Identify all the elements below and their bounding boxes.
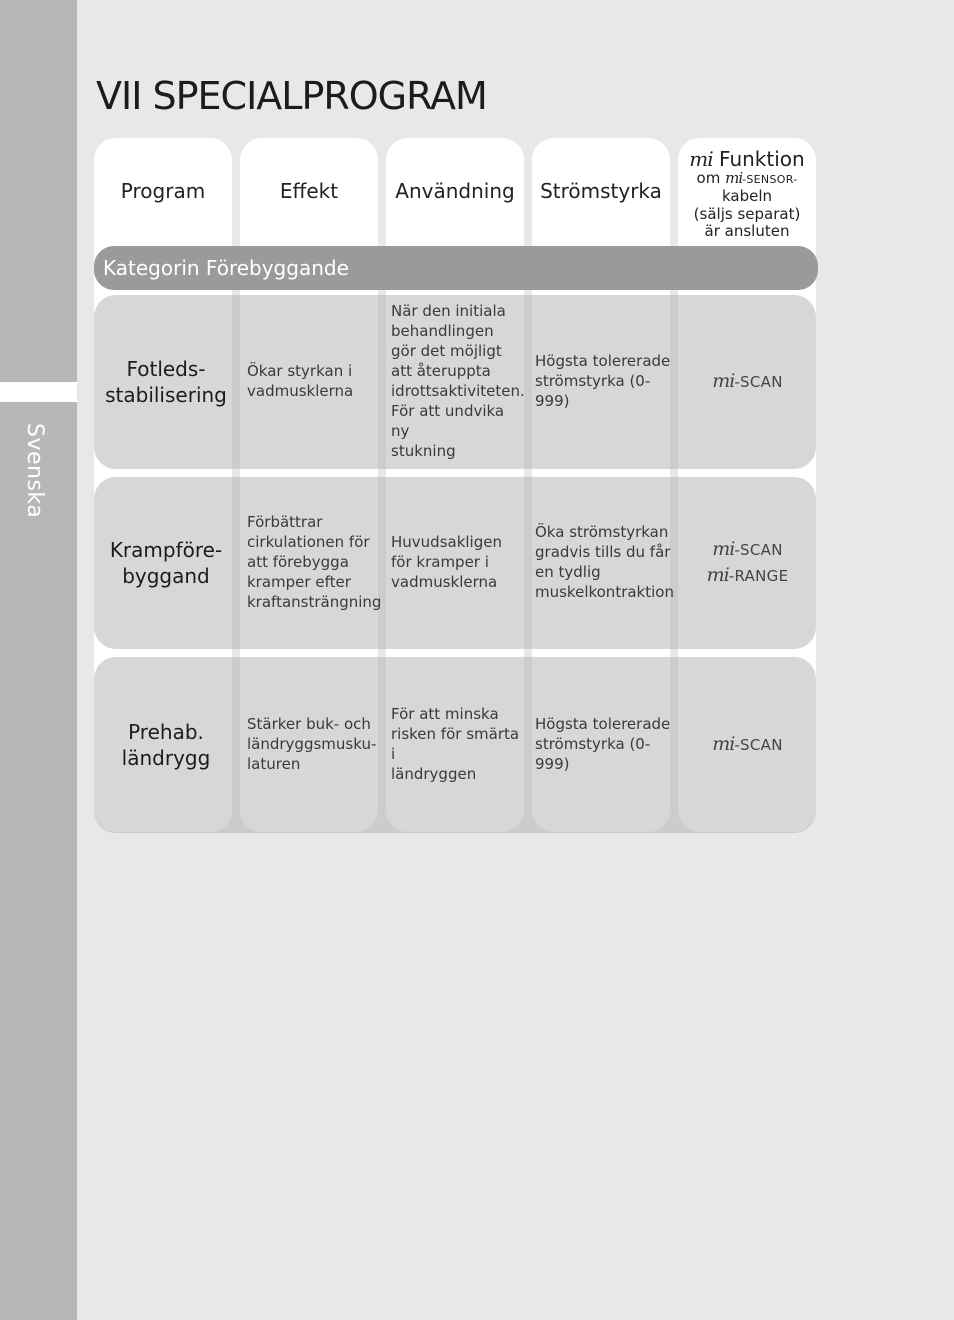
sidebar-divider	[0, 382, 77, 402]
header-mi-function	[678, 138, 816, 248]
usage-cell: För att minska risken för smärta i ländryggen	[391, 705, 520, 783]
header-mi-title: Funktion	[719, 147, 805, 172]
mi-logo: mi	[725, 169, 743, 188]
header-current: Strömstyrka	[540, 179, 662, 203]
program-name: Prehab. ländrygg	[121, 719, 211, 770]
table-row	[94, 477, 816, 649]
mi-function-item	[712, 537, 782, 563]
mi-function-suffix: -RANGE	[728, 567, 789, 585]
effect-cell: Stärker buk- och ländryggsmusku- laturen	[247, 715, 377, 773]
mi-function-cell	[679, 477, 816, 649]
mi-function-cell	[679, 295, 816, 469]
mi-function-suffix: -SCAN	[734, 736, 783, 755]
current-cell: Öka strömstyrkan gradvis tills du får en tydlig muskelkontraktion	[535, 523, 674, 601]
header-mi-cable: kabeln	[721, 186, 773, 205]
program-name: Krampföre- byggand	[109, 537, 223, 588]
page-title: VII SPECIALPROGRAM	[96, 74, 487, 118]
mi-function-item	[712, 732, 782, 758]
usage-cell: Huvudsakligen för kramper i vadmusklerna	[391, 533, 502, 591]
header-mi-om: om	[696, 169, 721, 188]
program-name: Fotleds- stabilisering	[105, 356, 227, 407]
mi-logo: mi	[689, 147, 713, 172]
category-label: Kategorin Förebyggande	[103, 256, 349, 280]
header-program: Program	[120, 179, 206, 203]
table-row	[94, 295, 816, 469]
mi-function-suffix: -SCAN	[734, 373, 783, 392]
header-effect: Effekt	[279, 179, 339, 203]
current-cell: Högsta tolererade strömstyrka (0-999)	[535, 715, 671, 773]
mi-function-item	[712, 369, 782, 395]
mi-logo: mi	[712, 370, 735, 393]
effect-cell: Ökar styrkan i vadmusklerna	[247, 362, 354, 400]
category-band	[94, 246, 818, 290]
mi-function-suffix: -SCAN	[734, 541, 783, 560]
language-label: Svenska	[22, 423, 47, 519]
mi-logo: mi	[706, 564, 729, 586]
effect-cell: Förbättrar cirkulationen för att förebygga kramper efter kraftansträngning	[247, 513, 382, 611]
mi-logo: mi	[712, 538, 735, 561]
mi-function-cell	[679, 657, 816, 833]
header-mi-sold-separately: (säljs separat)	[693, 204, 801, 223]
header-mi-sensor: -SENSOR-	[742, 173, 798, 187]
table-row	[94, 657, 816, 833]
header-mi-connected: är ansluten	[704, 222, 790, 241]
current-cell: Högsta tolererade strömstyrka (0-999)	[535, 352, 671, 410]
usage-cell: När den initiala behandlingen gör det möjligt att återuppta idrottsaktiviteten. För att undvika ny stukning	[391, 302, 525, 460]
header-usage: Användning	[395, 179, 515, 203]
mi-function-item	[707, 563, 789, 589]
mi-logo: mi	[712, 733, 735, 756]
language-sidebar	[0, 0, 77, 1320]
